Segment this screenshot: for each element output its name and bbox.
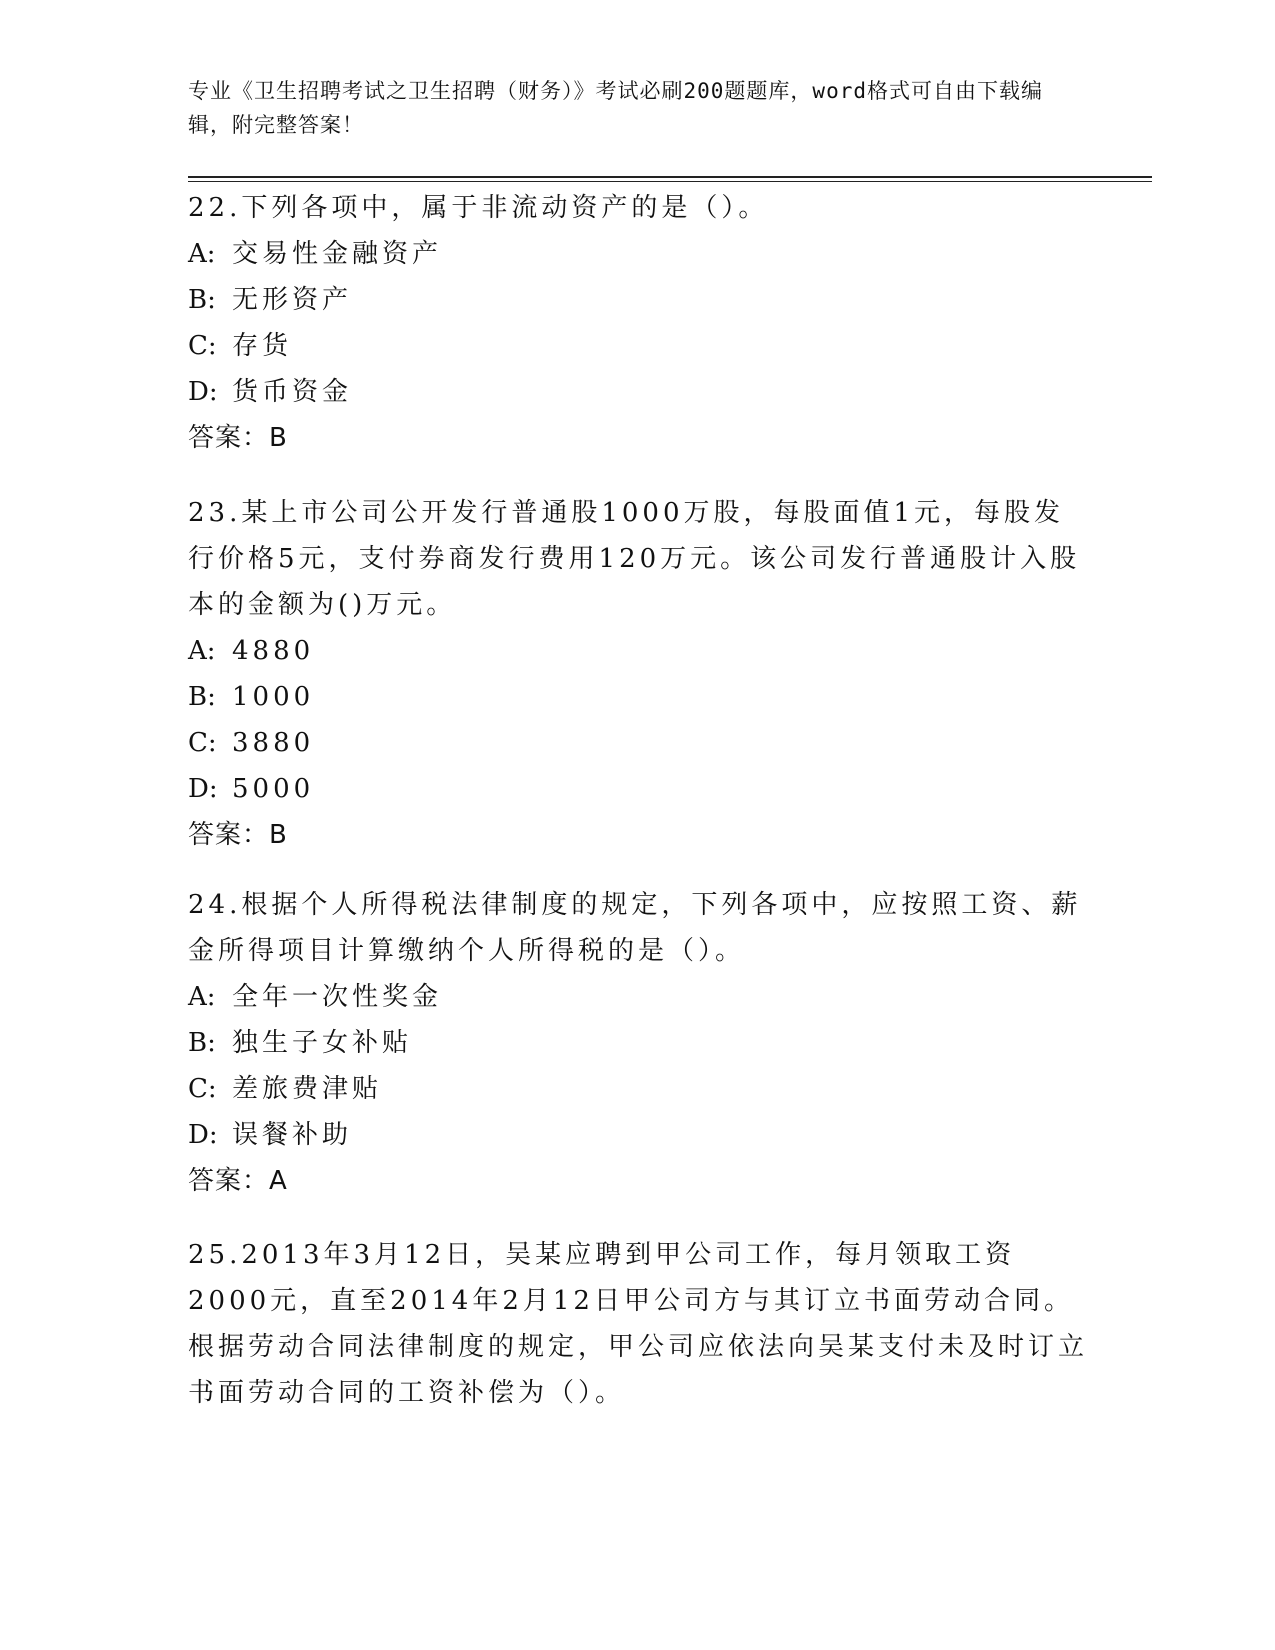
question-stem: 24.根据个人所得税法律制度的规定，下列各项中，应按照工资、薪金所得项目计算缴纳个人所得税的是（）。 bbox=[188, 890, 1082, 966]
document-header: 专业《卫生招聘考试之卫生招聘（财务）》考试必刷200题题库，word格式可自由下载编辑，附完整答案！ bbox=[188, 79, 1043, 137]
option-b: B: 无形资产 bbox=[188, 285, 353, 315]
option-c: C: 差旅费津贴 bbox=[188, 1074, 383, 1104]
option-c: C: 存货 bbox=[188, 331, 293, 361]
question-24 bbox=[188, 882, 1088, 1204]
option-a: A: 全年一次性奖金 bbox=[188, 982, 443, 1012]
question-stem: 25.2013年3月12日，吴某应聘到甲公司工作，每月领取工资2000元，直至2014年2月12日甲公司方与其订立书面劳动合同。根据劳动合同法律制度的规定，甲公司应依法向吴某支付未及时订立书面劳动合同的工资补偿为（）。 bbox=[188, 1240, 1089, 1408]
option-a: A: 4880 bbox=[188, 636, 315, 666]
option-c: C: 3880 bbox=[188, 728, 315, 758]
header-divider bbox=[188, 176, 1152, 178]
answer: 答案：A bbox=[188, 1166, 288, 1196]
question-22 bbox=[188, 185, 1088, 461]
option-d: D: 货币资金 bbox=[188, 377, 353, 407]
option-b: B: 独生子女补贴 bbox=[188, 1028, 413, 1058]
option-d: D: 误餐补助 bbox=[188, 1120, 353, 1150]
question-23 bbox=[188, 490, 1088, 858]
option-d: D: 5000 bbox=[188, 774, 315, 804]
question-stem: 22.下列各项中，属于非流动资产的是（）。 bbox=[188, 193, 769, 223]
option-b: B: 1000 bbox=[188, 682, 315, 712]
question-25 bbox=[188, 1232, 1088, 1416]
option-a: A: 交易性金融资产 bbox=[188, 239, 443, 269]
answer: 答案：B bbox=[188, 423, 288, 453]
header-divider-thin bbox=[188, 181, 1152, 182]
question-stem: 23.某上市公司公开发行普通股1000万股，每股面值1元，每股发行价格5元，支付券商发行费用120万元。该公司发行普通股计入股本的金额为()万元。 bbox=[188, 498, 1081, 620]
answer: 答案：B bbox=[188, 820, 288, 850]
